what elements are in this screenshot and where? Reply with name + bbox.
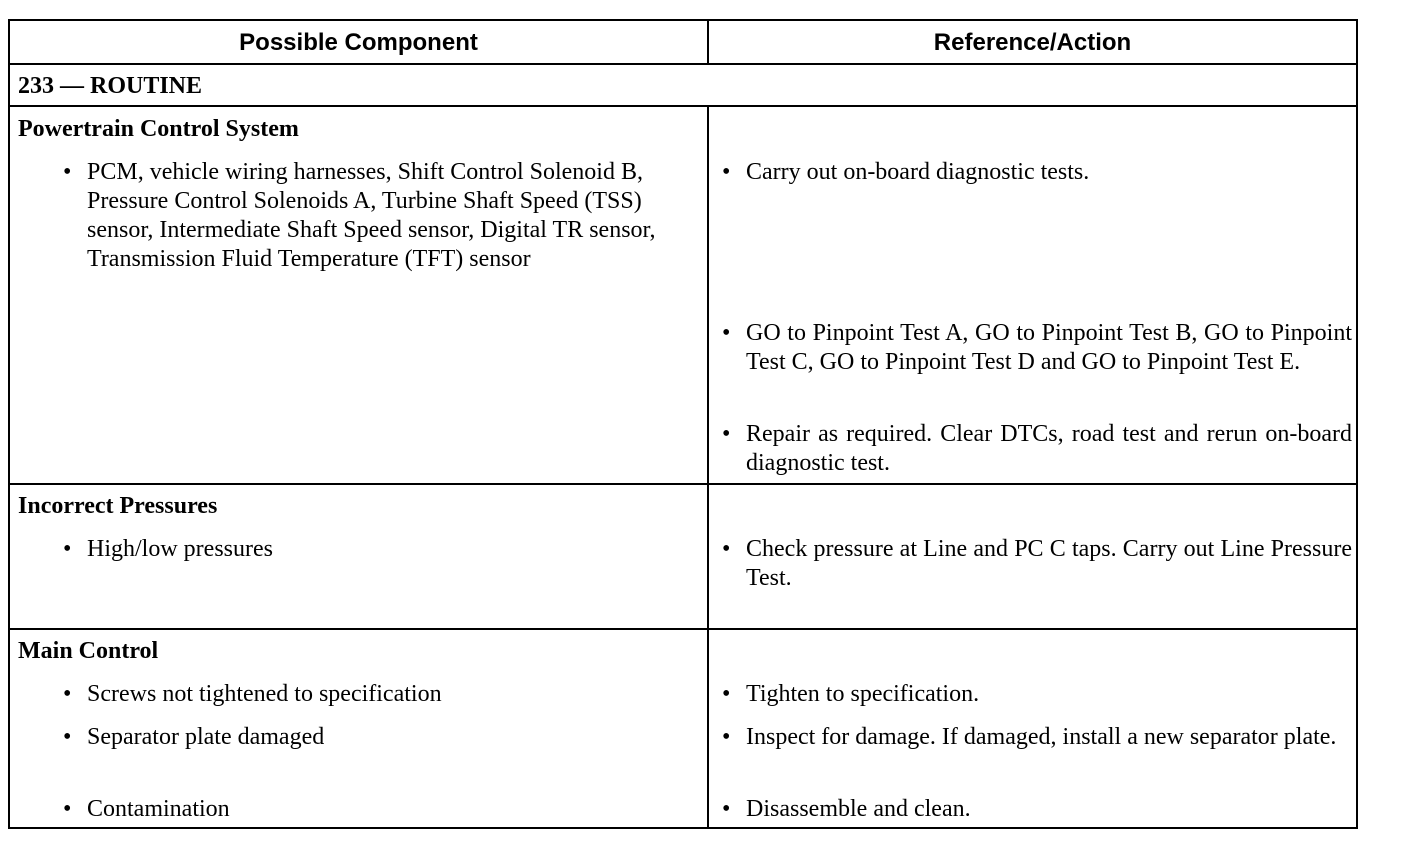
component-item	[63, 680, 677, 709]
bullet-icon: •	[722, 536, 731, 562]
bullet-icon: •	[722, 681, 731, 707]
bullet-icon: •	[63, 536, 72, 562]
bullet-icon: •	[63, 159, 72, 185]
component-item	[63, 723, 677, 752]
action-text: Tighten to specification.	[746, 681, 980, 707]
bullet-icon: •	[722, 320, 731, 346]
bullet-icon: •	[63, 681, 72, 707]
component-text: Contamination	[87, 796, 230, 822]
section-title-pressures: Incorrect Pressures	[18, 493, 218, 519]
action-text: Check pressure at Line and PC C taps. Carry out Line Pressure Test.	[746, 536, 1352, 591]
action-item	[722, 535, 1352, 593]
section-rule	[10, 628, 1356, 630]
component-item	[63, 535, 677, 564]
section-title-main-control: Main Control	[18, 638, 159, 664]
component-text: High/low pressures	[87, 536, 273, 562]
component-text: Separator plate damaged	[87, 724, 325, 750]
action-text: Inspect for damage. If damaged, install a new separator plate.	[746, 724, 1337, 750]
component-text: Screws not tightened to specification	[87, 681, 442, 707]
action-item	[722, 158, 1352, 187]
section-rule	[10, 483, 1356, 485]
bullet-icon: •	[722, 421, 731, 447]
component-item	[63, 795, 677, 824]
column-divider	[707, 107, 709, 827]
bullet-icon: •	[722, 159, 731, 185]
component-text: PCM, vehicle wiring harnesses, Shift Control Solenoid B, Pressure Control Solenoids A, Turbine Shaft Speed (TSS) sensor, Intermediate Shaft Speed sensor, Digital TR sensor, Transmission Fluid Temperature (TFT) sensor	[87, 159, 656, 272]
column-header-component: Possible Component	[239, 29, 478, 56]
action-text: GO to Pinpoint Test A, GO to Pinpoint Test B, GO to Pinpoint Test C, GO to Pinpoint Test D and GO to Pinpoint Test E.	[746, 320, 1352, 375]
action-text: Repair as required. Clear DTCs, road test and rerun on-board diagnostic test.	[746, 421, 1352, 476]
bullet-icon: •	[722, 724, 731, 750]
action-item	[722, 723, 1352, 752]
bullet-icon: •	[63, 724, 72, 750]
diagnostic-table	[8, 19, 1358, 829]
bullet-icon: •	[63, 796, 72, 822]
action-item	[722, 795, 1352, 824]
action-item	[722, 680, 1352, 709]
bullet-icon: •	[722, 796, 731, 822]
action-text: Disassemble and clean.	[746, 796, 971, 822]
column-header-action: Reference/Action	[933, 29, 1132, 56]
condition-rule	[10, 105, 1356, 107]
section-title-powertrain: Powertrain Control System	[18, 116, 299, 142]
header-rule	[10, 63, 1356, 65]
action-item	[722, 319, 1352, 377]
action-item	[722, 420, 1352, 478]
component-item	[63, 158, 677, 274]
condition-title: 233 — ROUTINE	[18, 73, 203, 99]
action-text: Carry out on-board diagnostic tests.	[746, 159, 1090, 185]
